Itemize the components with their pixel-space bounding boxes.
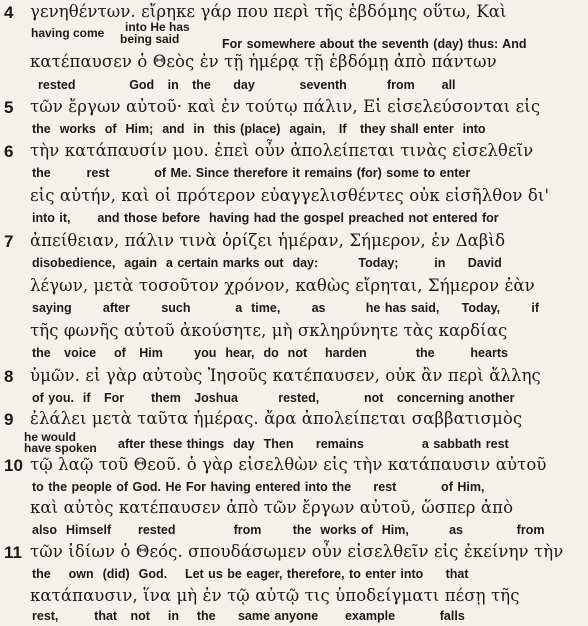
english-gloss: the works of Him; and in this (place) again, If they shall enter into xyxy=(32,122,486,136)
greek-text: τῆς φωνῆς αὐτοῦ ἀκούσητε, μὴ σκληρύνητε τὰς καρδίας xyxy=(30,321,508,340)
greek-text: ὑμῶν. εἰ γὰρ αὐτοὺς Ἰησοῦς κατέπαυσεν, οὐκ ἂν περὶ ἄλλης xyxy=(30,366,541,385)
english-note: he would xyxy=(24,430,76,444)
english-gloss: disobedience, again a certain marks out day: Today; in David xyxy=(32,256,502,270)
english-note: have spoken xyxy=(24,441,97,455)
verse-number: 6 xyxy=(4,142,14,161)
verse-number: 5 xyxy=(4,98,14,117)
greek-text: καὶ αὐτὸς κατέπαυσεν ἀπὸ τῶν ἔργων αὐτοῦ, ὥσπερ ἀπὸ xyxy=(30,498,514,517)
greek-text: ἐλάλει μετὰ ταῦτα ἡμέρας. ἄρα ἀπολείπεται σαββατισμὸς xyxy=(30,409,523,428)
english-gloss: also Himself rested from the works of Him, as from xyxy=(32,523,545,537)
greek-text: εἰς αὐτήν, καὶ οἱ πρότερον εὐαγγελισθέντες οὐκ εἰσῆλθον δι' xyxy=(30,186,550,205)
verse-number: 9 xyxy=(4,410,14,429)
greek-text: κατάπαυσιν, ἵνα μὴ ἐν τῷ αὐτῷ τις ὑποδείγματι πέσῃ τῆς xyxy=(30,586,520,605)
english-gloss: the rest of Me. Since therefore it remains (for) some to enter xyxy=(32,166,471,180)
english-gloss: into it, and those before having had the gospel preached not entered for xyxy=(32,211,499,225)
english-gloss: the voice of Him you hear, do not harden the hearts xyxy=(32,346,508,360)
greek-text: λέγων, μετὰ τοσοῦτον χρόνον, καθὼς εἴρηται, Σήμερον ἐὰν xyxy=(30,276,535,295)
greek-text: τῷ λαῷ τοῦ Θεοῦ. ὁ γὰρ εἰσελθὼν εἰς τὴν κατάπαυσιν αὐτοῦ xyxy=(30,455,547,474)
verse-number: 11 xyxy=(4,543,22,562)
verse-number: 10 xyxy=(4,456,23,475)
english-gloss: the own (did) God. Let us be eager, therefore, to enter into that xyxy=(32,567,469,581)
verse-number: 7 xyxy=(4,232,14,251)
verse-number: 8 xyxy=(4,367,14,386)
greek-text: κατέπαυσεν ὁ Θεὸς ἐν τῇ ἡμέρᾳ τῇ ἑβδόμῃ ἀπὸ πάντων xyxy=(30,52,497,71)
english-gloss: rested God in the day seventh from all xyxy=(38,78,456,92)
english-gloss: saying after such a time, as he has said, Today, if xyxy=(32,301,540,315)
english-note: having come xyxy=(31,26,105,40)
english-gloss: of you. if For them Joshua rested, not concerning another xyxy=(32,391,515,405)
english-note: being said xyxy=(120,32,180,46)
greek-text: τὴν κατάπαυσίν μου. ἐπεὶ οὖν ἀπολείπεται τινὰς εἰσελθεῖν xyxy=(30,141,534,160)
english-gloss: For somewhere about the seventh (day) thus: And xyxy=(222,37,527,51)
greek-text: ἀπείθειαν, πάλιν τινὰ ὁρίζει ἡμέραν, Σήμερον, ἐν Δαβὶδ xyxy=(30,231,506,250)
english-gloss: after these things day Then remains a sabbath rest xyxy=(118,437,509,451)
greek-text: τῶν ἔργων αὐτοῦ· καὶ ἐν τούτῳ πάλιν, Εἰ εἰσελεύσονται εἰς xyxy=(30,97,541,116)
english-gloss: to the people of God. He For having entered into the rest of Him, xyxy=(32,480,485,494)
verse-number: 4 xyxy=(4,3,14,22)
english-gloss: rest, that not in the same anyone example falls xyxy=(32,609,465,623)
greek-text: γενηθέντων. εἴρηκε γάρ που περὶ τῆς ἑβδόμης οὕτω, Καὶ xyxy=(30,2,507,21)
greek-text: τῶν ἰδίων ὁ Θεός. σπουδάσωμεν οὖν εἰσελθεῖν εἰς ἐκείνην τὴν xyxy=(30,542,564,561)
english-note: into He has xyxy=(125,20,190,34)
